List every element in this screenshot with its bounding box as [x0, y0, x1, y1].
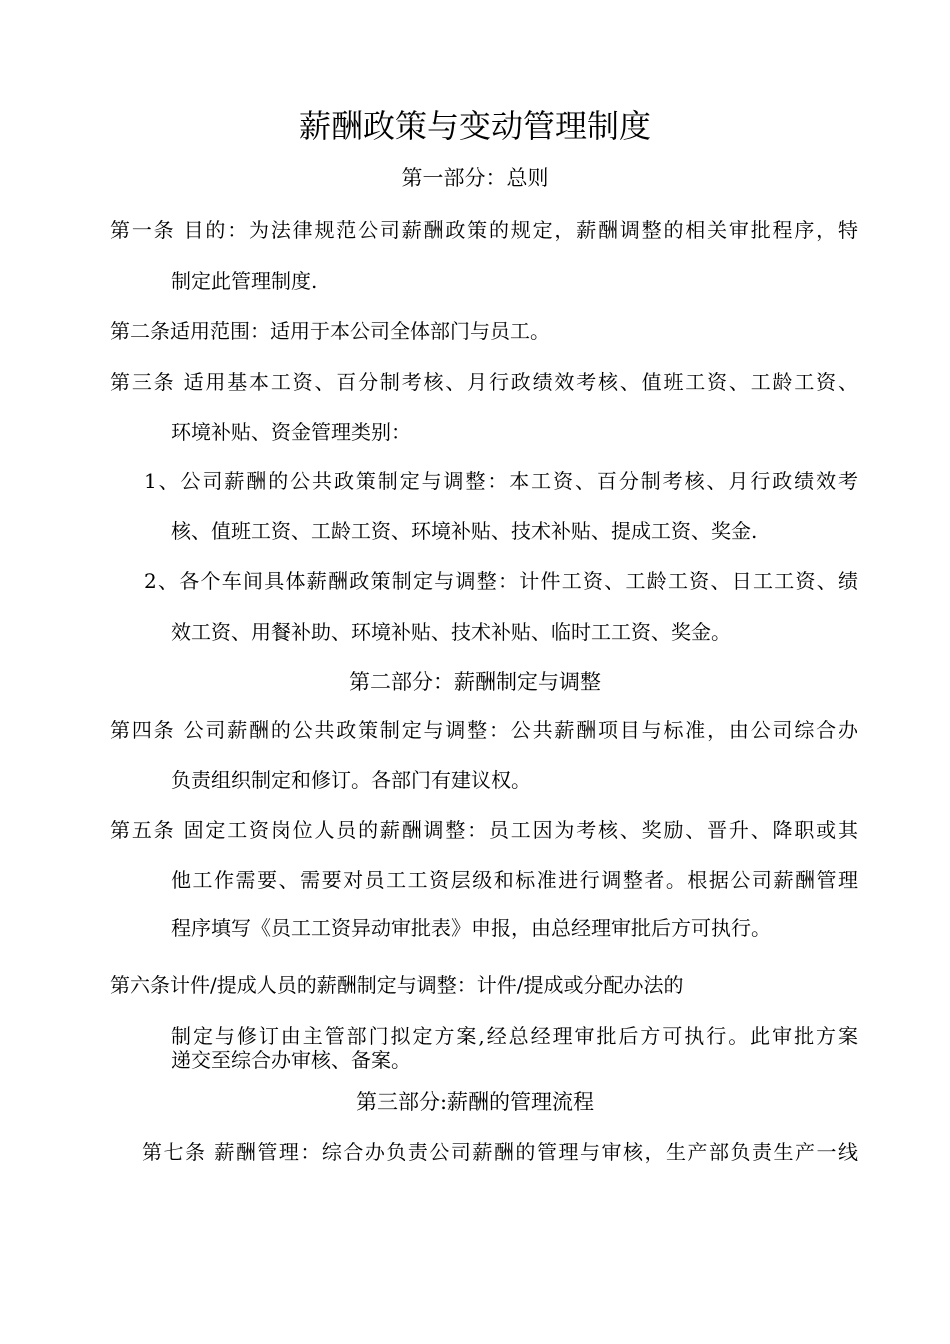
document-title: 薪酬政策与变动管理制度 — [298, 107, 651, 145]
article-4-line-2: 负责组织制定和修订。各部门有建议权。 — [171, 768, 531, 792]
article-1-line-1: 第一条 目的：为法律规范公司薪酬政策的规定，薪酬调整的相关审批程序，特 — [110, 218, 858, 242]
article-5-line-2: 他工作需要、需要对员工工资层级和标准进行调整者。根据公司薪酬管理 — [171, 868, 858, 892]
article-6-line-1: 第六条计件/提成人员的薪酬制定与调整：计件/提成或分配办法的 — [110, 973, 684, 997]
article-3-line-2: 环境补贴、资金管理类别： — [171, 420, 411, 444]
article-5-line-3: 程序填写《员工工资异动审批表》申报，由总经理审批后方可执行。 — [171, 916, 771, 940]
part3-heading: 第三部分:薪酬的管理流程 — [355, 1090, 595, 1114]
item-1-line-2: 核、值班工资、工龄工资、环境补贴、技术补贴、提成工资、奖金. — [171, 519, 758, 543]
item-2-line-2: 效工资、用餐补助、环境补贴、技术补贴、临时工工资、奖金。 — [171, 620, 731, 644]
part1-heading: 第一部分：总则 — [401, 166, 549, 190]
part2-heading: 第二部分：薪酬制定与调整 — [349, 670, 601, 694]
item-2-line-1: 2、各个车间具体薪酬政策制定与调整：计件工资、工龄工资、日工工资、绩 — [144, 569, 858, 593]
article-6-line-2: 制定与修订由主管部门拟定方案,经总经理审批后方可执行。此审批方案 — [171, 1024, 858, 1048]
article-4-line-1: 第四条 公司薪酬的公共政策制定与调整：公共薪酬项目与标准，由公司综合办 — [110, 718, 858, 742]
article-7-line-1: 第七条 薪酬管理：综合办负责公司薪酬的管理与审核，生产部负责生产一线 — [142, 1140, 858, 1164]
article-5-line-1: 第五条 固定工资岗位人员的薪酬调整：员工因为考核、奖励、晋升、降职或其 — [110, 818, 858, 842]
article-3-line-1: 第三条 适用基本工资、百分制考核、月行政绩效考核、值班工资、工龄工资、 — [110, 370, 858, 394]
article-2-text: 第二条适用范围：适用于本公司全体部门与员工。 — [110, 319, 550, 343]
item-1-line-1: 1、公司薪酬的公共政策制定与调整：本工资、百分制考核、月行政绩效考 — [144, 469, 858, 493]
article-1-line-2: 制定此管理制度. — [171, 269, 318, 293]
article-6-line-3: 递交至综合办审核、备案。 — [171, 1048, 411, 1072]
